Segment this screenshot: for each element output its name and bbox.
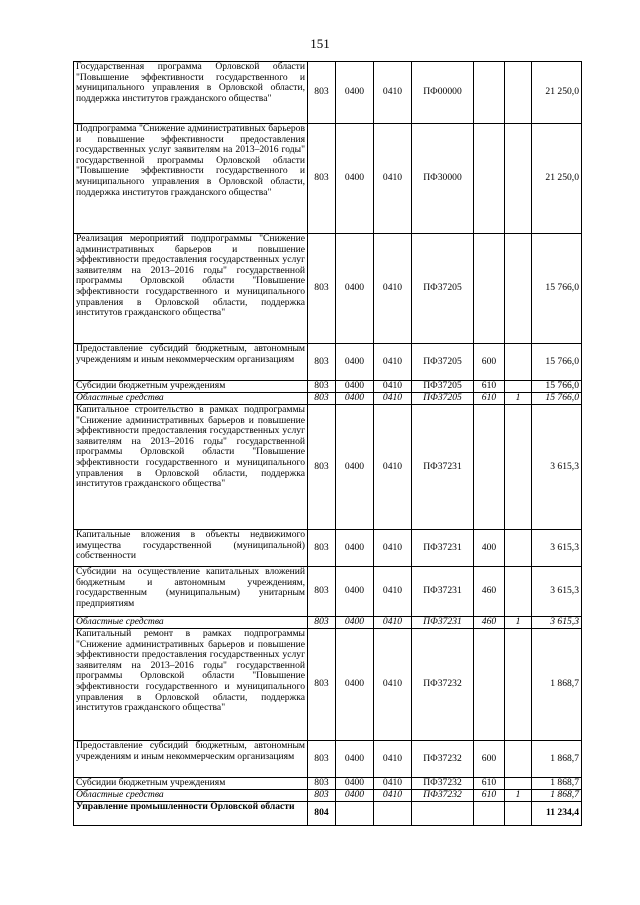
row-section-code: 0400 [336,530,374,567]
row-funding-source [505,124,532,234]
row-amount: 3 615,3 [532,530,582,567]
row-target-article: ПФ37231 [412,567,474,617]
row-subsection-code: 0410 [374,393,412,405]
row-ved-code: 803 [308,617,336,629]
table-row [74,802,582,826]
row-ved-code: 804 [308,802,336,826]
row-name: Капитальное строительство в рамках подпрограммы "Снижение административных барьеров и повышение эффективности предоставления государственных услуг заявителям на 2013–2016 годы" государственной программы Орловской области "Повышение эффективности государственного и муниципального управления в Орловской области, поддержка институтов гражданского общества" [74,405,308,530]
row-funding-source [505,344,532,381]
table-row [74,62,582,124]
row-ved-code: 803 [308,234,336,344]
row-section-code: 0400 [336,629,374,741]
row-section-code: 0400 [336,393,374,405]
row-section-code [336,802,374,826]
row-target-article: ПФ37231 [412,405,474,530]
row-name: Предоставление субсидий бюджетным, автономным учреждениям и иным некоммерческим организациям [74,344,308,381]
row-amount: 15 766,0 [532,234,582,344]
row-target-article: ПФ37232 [412,778,474,790]
table-row [74,617,582,629]
row-funding-source [505,530,532,567]
row-section-code: 0400 [336,234,374,344]
table-row [74,393,582,405]
row-amount: 1 868,7 [532,778,582,790]
row-amount: 15 766,0 [532,393,582,405]
page-number: 151 [310,36,330,51]
table-row [74,530,582,567]
row-ved-code: 803 [308,62,336,124]
row-subsection-code: 0410 [374,405,412,530]
row-target-article: ПФ37231 [412,530,474,567]
row-amount: 11 234,4 [532,802,582,826]
row-funding-source: 1 [505,790,532,802]
row-subsection-code: 0410 [374,741,412,778]
row-name: Капитальный ремонт в рамках подпрограммы "Снижение административных барьеров и повышение эффективности предоставления государственных услуг заявителям на 2013–2016 годы" государственной программы Орловской области "Повышение эффективности государственного и муниципального управления в Орловской области, поддержка институтов гражданского общества" [74,629,308,741]
row-subsection-code: 0410 [374,617,412,629]
row-name: Предоставление субсидий бюджетным, автономным учреждениям и иным некоммерческим организациям [74,741,308,778]
row-expense-type: 610 [474,381,505,393]
row-funding-source [505,629,532,741]
row-name: Субсидии бюджетным учреждениям [74,381,308,393]
row-section-code: 0400 [336,405,374,530]
row-funding-source [505,234,532,344]
row-section-code: 0400 [336,778,374,790]
row-funding-source [505,381,532,393]
row-expense-type [474,234,505,344]
row-expense-type [474,124,505,234]
row-ved-code: 803 [308,567,336,617]
row-expense-type: 610 [474,393,505,405]
row-ved-code: 803 [308,629,336,741]
row-name: Подпрограмма "Снижение административных барьеров и повышение эффективности предоставления государственных услуг заявителям на 2013–2016 годы" государственной программы Орловской области "Повышение эффективности государственного и муниципального управления в Орловской области, поддержка институтов гражданского общества" [74,124,308,234]
row-ved-code: 803 [308,741,336,778]
row-target-article: ПФ37205 [412,381,474,393]
row-amount: 3 615,3 [532,405,582,530]
row-amount: 15 766,0 [532,381,582,393]
row-target-article: ПФ37205 [412,344,474,381]
table-row [74,629,582,741]
row-section-code: 0400 [336,567,374,617]
row-name: Государственная программа Орловской области "Повышение эффективности государственного и муниципального управления в Орловской области, поддержка институтов гражданского общества" [74,62,308,124]
row-ved-code: 803 [308,124,336,234]
budget-table-body [74,62,582,826]
row-subsection-code: 0410 [374,778,412,790]
row-section-code: 0400 [336,344,374,381]
row-funding-source [505,567,532,617]
row-section-code: 0400 [336,790,374,802]
row-funding-source [505,802,532,826]
row-target-article: ПФ37205 [412,393,474,405]
table-row [74,741,582,778]
table-row [74,778,582,790]
row-subsection-code [374,802,412,826]
row-subsection-code: 0410 [374,124,412,234]
row-funding-source: 1 [505,393,532,405]
row-amount: 3 615,3 [532,617,582,629]
row-name: Областные средства [74,790,308,802]
row-name: Областные средства [74,617,308,629]
row-target-article: ПФ00000 [412,62,474,124]
row-subsection-code: 0410 [374,381,412,393]
row-expense-type [474,405,505,530]
table-row [74,567,582,617]
table-row [74,344,582,381]
table-row [74,381,582,393]
row-name: Областные средства [74,393,308,405]
row-target-article: ПФ37231 [412,617,474,629]
row-amount: 15 766,0 [532,344,582,381]
row-expense-type [474,629,505,741]
row-ved-code: 803 [308,344,336,381]
row-funding-source [505,778,532,790]
row-subsection-code: 0410 [374,567,412,617]
table-row [74,234,582,344]
row-expense-type: 600 [474,344,505,381]
row-name: Субсидии бюджетным учреждениям [74,778,308,790]
row-ved-code: 803 [308,393,336,405]
row-subsection-code: 0410 [374,344,412,381]
row-name: Реализация мероприятий подпрограммы "Снижение административных барьеров и повышение эффективности предоставления государственных услуг заявителям на 2013–2016 годы" государственной программы Орловской области "Повышение эффективности государственного и муниципального управления в Орловской области, поддержка институтов гражданского общества" [74,234,308,344]
row-amount: 1 868,7 [532,790,582,802]
row-expense-type: 460 [474,567,505,617]
row-target-article [412,802,474,826]
budget-table [73,61,582,826]
row-section-code: 0400 [336,62,374,124]
row-amount: 3 615,3 [532,567,582,617]
row-expense-type: 600 [474,741,505,778]
row-funding-source: 1 [505,617,532,629]
row-funding-source [505,62,532,124]
row-funding-source [505,741,532,778]
row-amount: 21 250,0 [532,62,582,124]
row-subsection-code: 0410 [374,530,412,567]
row-subsection-code: 0410 [374,629,412,741]
row-expense-type: 610 [474,790,505,802]
row-section-code: 0400 [336,124,374,234]
table-row [74,405,582,530]
row-amount: 1 868,7 [532,741,582,778]
row-target-article: ПФ37232 [412,790,474,802]
row-expense-type: 400 [474,530,505,567]
row-subsection-code: 0410 [374,234,412,344]
row-target-article: ПФ37232 [412,741,474,778]
row-expense-type [474,802,505,826]
row-name: Управление промышленности Орловской области [74,802,308,826]
row-name: Капитальные вложения в объекты недвижимого имущества государственной (муниципальной) собственности [74,530,308,567]
row-section-code: 0400 [336,741,374,778]
row-amount: 1 868,7 [532,629,582,741]
row-ved-code: 803 [308,790,336,802]
row-ved-code: 803 [308,778,336,790]
row-funding-source [505,405,532,530]
row-name: Субсидии на осуществление капитальных вложений бюджетным и автономным учреждениям, государственным (муниципальным) унитарным предприятиям [74,567,308,617]
table-row [74,124,582,234]
row-amount: 21 250,0 [532,124,582,234]
row-ved-code: 803 [308,530,336,567]
row-section-code: 0400 [336,381,374,393]
table-row [74,790,582,802]
row-section-code: 0400 [336,617,374,629]
row-expense-type: 460 [474,617,505,629]
row-target-article: ПФ30000 [412,124,474,234]
row-expense-type: 610 [474,778,505,790]
row-subsection-code: 0410 [374,790,412,802]
row-target-article: ПФ37232 [412,629,474,741]
row-target-article: ПФ37205 [412,234,474,344]
row-ved-code: 803 [308,381,336,393]
row-subsection-code: 0410 [374,62,412,124]
row-expense-type [474,62,505,124]
row-ved-code: 803 [308,405,336,530]
